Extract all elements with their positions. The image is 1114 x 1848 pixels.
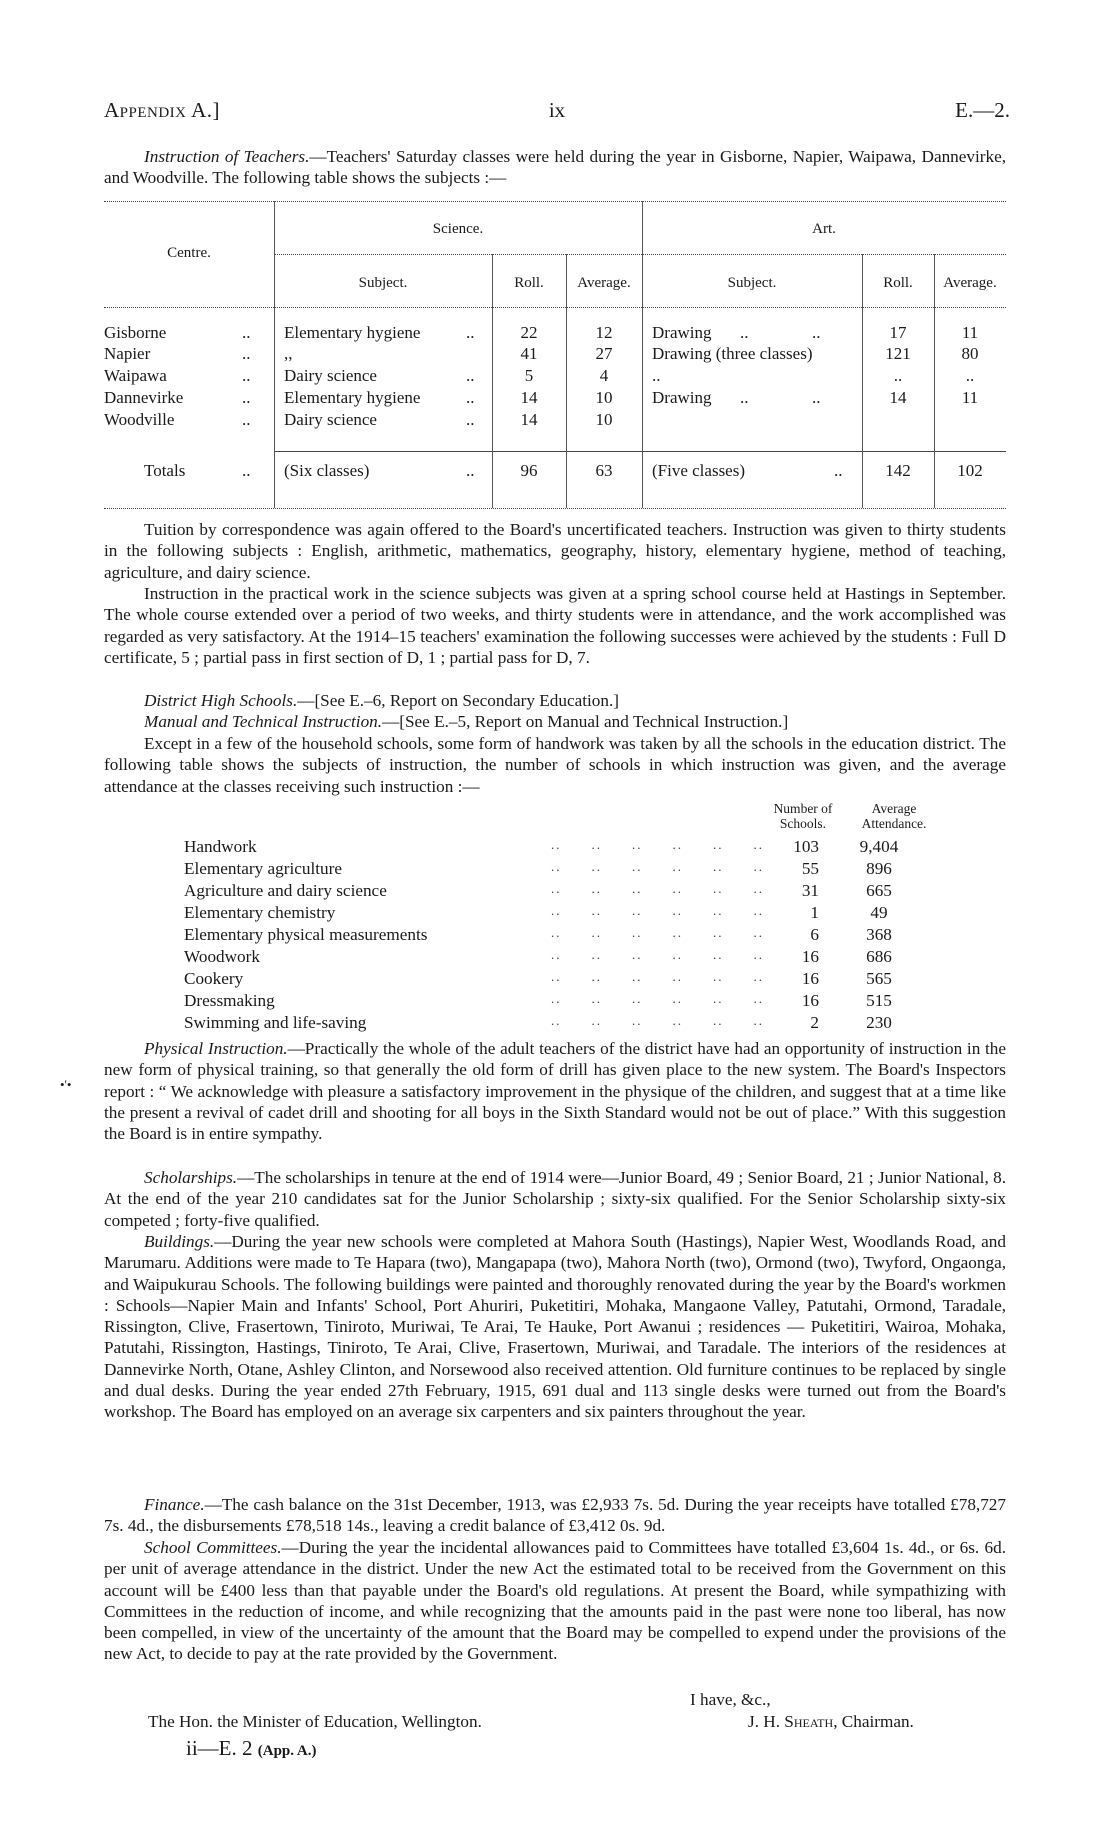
leader-dots: .. .. .. .. .. ..	[551, 991, 764, 1006]
paragraph-district-high-schools	[104, 690, 1006, 711]
paragraph-text: —During the year the incidental allowances paid to Committees have totalled £3,604 1s. 4d., or 6s. 6d. per unit of average attendance in the district. Under the new Act the estimated total to be received from the Government on this account will be £400 less than that payable under the Board's old regulations. At present the Board, while sympathizing with Committees in the reduction of income, and while recognizing that the amounts paid in the past were none too liberal, has now been compelled, in view of the uncertainty of the amount that the Board may be compelled to expend under the provisions of the new Act, to decide to pay at the rate provided by the Government.	[104, 1538, 1006, 1664]
paragraph-lead: Scholarships.	[144, 1168, 238, 1187]
totals-art-average: 102	[957, 461, 983, 480]
leader-dots: ..	[466, 388, 475, 407]
leader-dots: ..	[242, 461, 251, 480]
leader-dots: .. .. .. .. .. ..	[551, 947, 764, 962]
cell-sci-average: 4	[599, 366, 609, 385]
cell-art-average: 11	[961, 323, 979, 342]
leader-dots: .. .. .. .. .. ..	[551, 1013, 764, 1028]
cell-art-subject: Drawing	[652, 323, 712, 342]
handwork-attendance: 49	[870, 903, 888, 922]
cell-centre: Gisborne	[104, 323, 167, 342]
cell-art-roll: ..	[893, 366, 903, 385]
cell-sci-average: 27	[595, 344, 613, 363]
handwork-attendance: 565	[866, 969, 892, 988]
cell-art-subject: Drawing (three classes)	[652, 344, 813, 363]
cell-sci-subject: Elementary hygiene	[284, 388, 421, 407]
addressee: The Hon. the Minister of Education, Wellington.	[148, 1712, 482, 1731]
handwork-schools: 103	[793, 837, 819, 856]
handwork-subject: Handwork	[184, 837, 263, 857]
header-sci-subject: Subject.	[358, 275, 408, 291]
cell-art-roll: 121	[885, 344, 911, 363]
leader-dots: ..	[242, 366, 251, 385]
totals-sci-subject: (Six classes)	[284, 461, 370, 480]
leader-dots: ..	[242, 410, 251, 429]
handwork-schools: 6	[810, 925, 819, 944]
paragraph-text: —[See E.–6, Report on Secondary Education.]	[297, 691, 619, 710]
footer-sub: (App. A.)	[257, 1743, 317, 1759]
table-rule	[642, 201, 643, 508]
cell-art-subject: Drawing	[652, 388, 712, 407]
leader-dots: ..	[242, 388, 251, 407]
header-sci-roll: Roll.	[514, 275, 544, 291]
handwork-attendance: 686	[866, 947, 892, 966]
leader-dots: .. .. .. .. .. ..	[551, 969, 764, 984]
cell-art-average: 11	[961, 388, 979, 407]
leader-dots: .. .. .. .. .. ..	[551, 837, 764, 852]
handwork-subject: Woodwork	[184, 947, 266, 967]
cell-sci-roll: 14	[520, 410, 538, 429]
leader-dots: ..	[466, 410, 475, 429]
cell-sci-subject: Dairy science	[284, 410, 377, 429]
handwork-subject: Cookery	[184, 969, 249, 989]
handwork-attendance: 665	[866, 881, 892, 900]
paragraph-except-household: Except in a few of the household schools, some form of handwork was taken by all the schools in the education district. The following table shows the subjects of instruction, the number of schools in which instruction was given, and the average attendance at the classes receiving such instruction :—	[104, 734, 1006, 796]
paragraph-text: —[See E.–5, Report on Manual and Technical Instruction.]	[382, 712, 789, 731]
header-art: Art.	[812, 221, 836, 237]
handwork-row	[184, 991, 964, 1013]
paragraph-text: —The cash balance on the 31st December, 1913, was £2,933 7s. 5d. During the year receipts have totalled £78,727 7s. 4d., the disbursements £78,518 14s., leaving a credit balance of £3,412 0s. 9d.	[104, 1495, 1006, 1536]
cell-sci-roll: 14	[520, 388, 538, 407]
signature	[748, 1712, 914, 1732]
header-art-average: Average.	[943, 275, 997, 291]
leader-dots: ..	[812, 323, 821, 342]
paragraph-tuition: Tuition by correspondence was again offered to the Board's uncertificated teachers. Instruction was given to thirty students in the following subjects : English, arithmetic, mathematics, geography, history, elementary hygiene, method of teaching, agriculture, and dairy science.	[104, 520, 1006, 582]
paragraph-lead: District High Schools.	[144, 691, 298, 710]
handwork-subject: Dressmaking	[184, 991, 281, 1011]
handwork-subject: Elementary chemistry	[184, 903, 341, 923]
leader-dots: ..	[466, 366, 475, 385]
cell-sci-average: 10	[595, 388, 613, 407]
cell-centre: Woodville	[104, 410, 175, 429]
handwork-row	[184, 859, 964, 881]
paragraph-physical-instruction	[104, 1038, 1006, 1144]
table-rule	[274, 254, 1006, 255]
handwork-schools: 16	[801, 969, 819, 988]
cell-centre: Napier	[104, 344, 151, 363]
leader-dots: ..	[740, 323, 749, 342]
paragraph-text: —The scholarships in tenure at the end of 1914 were—Junior Board, 49 ; Senior Board, 21 ; Junior National, 8. At the end of the year 210 candidates sat for the Junior Scholarship ; sixty-six qualified. For the Senior Scholarship sixty-six competed ; forty-five qualified.	[104, 1168, 1006, 1230]
cell-centre: Dannevirke	[104, 388, 184, 407]
totals-sci-roll: 96	[520, 461, 538, 480]
table-rule	[104, 307, 1006, 308]
handwork-subject: Elementary physical measurements	[184, 925, 433, 945]
handwork-row	[184, 947, 964, 969]
page-footer	[186, 1736, 317, 1761]
leader-dots: ..	[242, 323, 251, 342]
handwork-schools: 16	[801, 991, 819, 1010]
leader-dots: .. .. .. .. .. ..	[551, 881, 764, 896]
leader-dots: ..	[834, 461, 843, 480]
leader-dots: ..	[740, 388, 749, 407]
handwork-subject: Elementary agriculture	[184, 859, 348, 879]
cell-art-average: 80	[961, 344, 979, 363]
cell-sci-roll: 5	[524, 366, 534, 385]
totals-label: Totals	[144, 461, 186, 480]
handwork-attendance: 515	[866, 991, 892, 1010]
cell-art-average: ..	[965, 366, 975, 385]
handwork-row	[184, 1013, 964, 1035]
paragraph-instruction-of-teachers	[104, 146, 1006, 189]
paragraph-lead: Buildings.	[144, 1232, 215, 1251]
header-science: Science.	[432, 221, 484, 237]
handwork-attendance: 896	[866, 859, 892, 878]
paragraph-practical-work: Instruction in the practical work in the science subjects was given at a spring school course held at Hastings in September. The whole course extended over a period of two weeks, and thirty students were in attendance, and the work accomplished was regarded as very satisfactory. At the 1914–15 teachers' examination the following successes were achieved by the students : Full D certificate, 5 ; partial pass in first section of D, 1 ; partial pass for D, 7.	[104, 584, 1006, 667]
handwork-schools: 55	[801, 859, 819, 878]
handwork-schools: 1	[810, 903, 819, 922]
cell-centre: Waipawa	[104, 366, 167, 385]
signature-title: , Chairman.	[833, 1712, 914, 1731]
handwork-attendance: 9,404	[859, 837, 899, 856]
header-art-subject: Subject.	[727, 275, 777, 291]
paragraph-scholarships	[104, 1167, 1006, 1231]
cell-art-subject: ..	[652, 366, 661, 385]
table-rule	[104, 508, 1006, 509]
footer-main: ii—E. 2	[186, 1736, 253, 1760]
cell-sci-subject: Elementary hygiene	[284, 323, 421, 342]
leader-dots: .. .. .. .. .. ..	[551, 903, 764, 918]
handwork-subject: Swimming and life-saving	[184, 1013, 372, 1033]
table-rule	[274, 201, 275, 508]
header-sci-average: Average.	[577, 275, 631, 291]
handwork-row	[184, 969, 964, 991]
paragraph-text: —During the year new schools were completed at Mahora South (Hastings), Napier West, Woodlands Road, and Marumaru. Additions were made to Te Hapara (two), Mangapapa (two), Mahora North (two), Ormond (two), Twyford, Ongaonga, and Waipukurau Schools. The following buildings were painted and thoroughly renovated during the year by the Board's workmen : Schools—Napier Main and Infants' School, Port Ahuriri, Puketitiri, Mohaka, Mangaone Valley, Patutahi, Ormond, Taradale, Rissington, Clive, Frasertown, Tiniroto, Muriwai, Te Arai, Te Hauke, Port Awanui ; residences — Puketitiri, Wairoa, Mohaka, Patutahi, Rissington, Hastings, Tiniroto, Te Arai, Clive, Frasertown, Muriwai, and Taradale. The interiors of the residences at Dannevirke North, Otane, Ashley Clinton, and Norsewood also received attention. Old furniture continues to be replaced by single and dual desks. During the year ended 27th February, 1915, 691 dual and 113 single desks were turned out from the Board's workshop. The Board has employed on an average six carpenters and six painters throughout the year.	[104, 1232, 1006, 1422]
handwork-subject: Agriculture and dairy science	[184, 881, 393, 901]
closing-salutation: I have, &c.,	[690, 1690, 771, 1709]
leader-dots: ..	[466, 461, 475, 480]
handwork-schools: 31	[801, 881, 819, 900]
cell-art-roll: 14	[889, 388, 907, 407]
paragraph-manual-technical	[104, 711, 1006, 732]
header-average-attendance: Average Attendance.	[861, 801, 927, 831]
margin-mark: •'•	[60, 1077, 72, 1092]
header-art-roll: Roll.	[883, 275, 913, 291]
header-number-of-schools: Number of Schools.	[773, 801, 833, 831]
paragraph-lead: School Committees.	[144, 1538, 282, 1557]
teachers-classes-table	[104, 201, 1006, 509]
handwork-row	[184, 903, 964, 925]
paragraph-lead: Instruction of Teachers.	[144, 147, 310, 166]
handwork-schools: 16	[801, 947, 819, 966]
header-centre: Centre.	[167, 245, 211, 261]
handwork-attendance: 230	[866, 1013, 892, 1032]
leader-dots: .. .. .. .. .. ..	[551, 925, 764, 940]
leader-dots: ..	[812, 388, 821, 407]
header-page-number: ix	[548, 98, 566, 122]
handwork-row	[184, 837, 964, 859]
cell-sci-average: 12	[595, 323, 613, 342]
paragraph-finance	[104, 1494, 1006, 1537]
cell-sci-subject: Dairy science	[284, 366, 377, 385]
paragraph-text: —Teachers' Saturday classes were held during the year in Gisborne, Napier, Waipawa, Dannevirke, and Woodville. The following table shows the subjects :—	[104, 147, 1006, 188]
leader-dots: ..	[466, 323, 475, 342]
paragraph-buildings	[104, 1231, 1006, 1423]
paragraph-text: —Practically the whole of the adult teachers of the district have had an opportunity of instruction in the new form of physical training, so that generally the old form of drill has given place to the new system. The Board's Inspectors report : “ We acknowledge with pleasure a satisfactory improvement in the physique of the children, and suggest that at a time like the present a revival of cadet drill and shooting for all boys in the Sixth Standard would not be out of place.” With this suggestion the Board is in entire sympathy.	[104, 1039, 1006, 1144]
cell-sci-roll: 22	[520, 323, 538, 342]
cell-sci-subject: ,,	[284, 344, 293, 363]
paragraph-lead: Finance.	[144, 1495, 205, 1514]
table-rule	[274, 451, 1006, 452]
handwork-row	[184, 925, 964, 947]
leader-dots: ..	[242, 344, 251, 363]
cell-sci-roll: 41	[520, 344, 538, 363]
totals-art-subject: (Five classes)	[652, 461, 746, 480]
handwork-row	[184, 881, 964, 903]
totals-art-roll: 142	[885, 461, 911, 480]
header-reference: E.—2.	[955, 98, 1010, 122]
leader-dots: .. .. .. .. .. ..	[551, 859, 764, 874]
paragraph-lead: Manual and Technical Instruction.	[144, 712, 383, 731]
page-header	[104, 98, 1010, 128]
header-appendix: Appendix A.]	[104, 98, 221, 122]
handwork-attendance: 368	[866, 925, 892, 944]
cell-sci-average: 10	[595, 410, 613, 429]
paragraph-school-committees	[104, 1537, 1006, 1665]
signature-name: J. H. Sheath	[748, 1712, 834, 1731]
table-rule	[104, 201, 1006, 202]
handwork-schools: 2	[810, 1013, 819, 1032]
totals-sci-average: 63	[595, 461, 613, 480]
paragraph-lead: Physical Instruction.	[144, 1039, 288, 1058]
cell-art-roll: 17	[889, 323, 907, 342]
